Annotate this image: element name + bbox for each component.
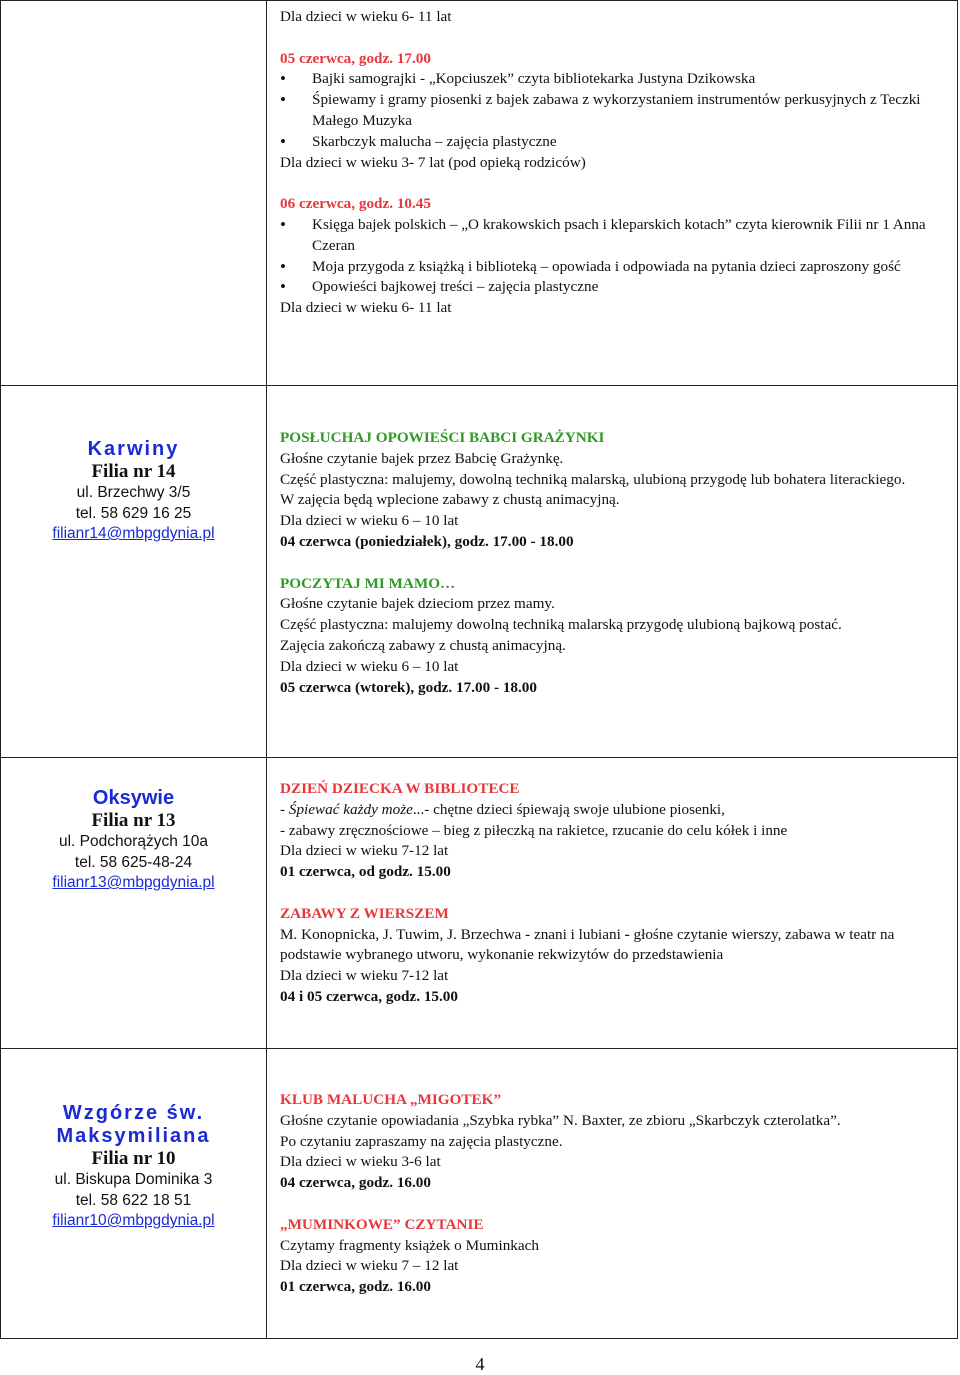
- age-info: Dla dzieci w wieku 3-6 lat: [280, 1153, 441, 1171]
- list-item: • Księga bajek polskich – „O krakowskich psach i kleparskich kotach” czyta kierownik Filii nr 1 Anna Czeran: [280, 215, 947, 257]
- event-text: Czytamy fragmenty książek o Muminkach: [280, 1236, 539, 1254]
- event-text: Po czytaniu zapraszamy na zajęcia plastyczne.: [280, 1132, 563, 1150]
- branch-email-link[interactable]: filianr13@mbpgdynia.pl: [52, 874, 215, 891]
- event-text: - Śpiewać każdy może...- chętne dzieci śpiewają swoje ulubione piosenki,: [280, 800, 725, 818]
- event-date: 05 czerwca, godz. 17.00: [280, 49, 431, 67]
- age-info: Dla dzieci w wieku 7-12 lat: [280, 842, 449, 860]
- list-item: • Bajki samograjki - „Kopciuszek” czyta bibliotekarka Justyna Dzikowska: [280, 69, 947, 90]
- event-date: 04 i 05 czerwca, godz. 15.00: [280, 987, 458, 1005]
- event-text: W zajęcia będą wplecione zabawy z chustą animacyjną.: [280, 491, 620, 509]
- event-title: POSŁUCHAJ OPOWIEŚCI BABCI GRAŻYNKI: [280, 429, 605, 446]
- branch-name: Oksywie: [92, 787, 175, 809]
- age-info: Dla dzieci w wieku 6 – 10 lat: [280, 657, 459, 675]
- branch-address: ul. Biskupa Dominika 3: [54, 1171, 213, 1188]
- list-item: • Opowieści bajkowej treści – zajęcia plastyczne: [280, 277, 947, 298]
- event-date: 01 czerwca, godz. 16.00: [280, 1278, 431, 1296]
- event-text: Głośne czytanie opowiadania „Szybka rybka” N. Baxter, ze zbioru „Skarbczyk czterolatka”.: [280, 1111, 841, 1129]
- event-title: „MUMINKOWE” CZYTANIE: [280, 1215, 484, 1233]
- table-row: [0, 757, 958, 1049]
- event-date: 01 czerwca, od godz. 15.00: [280, 863, 451, 881]
- events-cell: [280, 7, 947, 319]
- event-text: Część plastyczna: malujemy, dowolną techniką malarską, ulubioną przygodę lub bohatera literackiego.: [280, 470, 906, 488]
- column-divider: [266, 758, 267, 1048]
- branch-cell: [1, 438, 266, 545]
- event-title: KLUB MALUCHA „MIGOTEK”: [280, 1091, 502, 1108]
- column-divider: [266, 1, 267, 385]
- age-info: Dla dzieci w wieku 6- 11 lat: [280, 8, 452, 25]
- age-info: Dla dzieci w wieku 6 – 10 lat: [280, 512, 459, 530]
- event-date: 04 czerwca, godz. 16.00: [280, 1174, 431, 1192]
- branch-cell: [1, 1102, 266, 1232]
- events-cell: [280, 1090, 947, 1298]
- event-text: Głośne czytanie bajek dzieciom przez mamy.: [280, 595, 555, 613]
- column-divider: [266, 386, 267, 757]
- event-title: POCZYTAJ MI MAMO…: [280, 574, 456, 592]
- events-cell: [280, 779, 947, 1008]
- event-text: Głośne czytanie bajek przez Babcię Grażynkę.: [280, 449, 564, 467]
- branch-email-link[interactable]: filianr14@mbpgdynia.pl: [52, 525, 215, 542]
- age-info: Dla dzieci w wieku 7-12 lat: [280, 967, 449, 985]
- event-date: 04 czerwca (poniedziałek), godz. 17.00 - 18.00: [280, 532, 574, 550]
- event-text: Zajęcia zakończą zabawy z chustą animacyjną.: [280, 636, 566, 654]
- branch-number: Filia nr 10: [91, 1148, 176, 1169]
- list-item: • Skarbczyk malucha – zajęcia plastyczne: [280, 132, 947, 153]
- branch-name: Maksymiliana: [56, 1125, 211, 1147]
- table-row: [0, 385, 958, 758]
- branch-number: Filia nr 13: [91, 810, 176, 831]
- branch-phone: tel. 58 629 16 25: [75, 504, 192, 522]
- event-date: 06 czerwca, godz. 10.45: [280, 195, 431, 213]
- table-row: [0, 0, 958, 386]
- branch-name: Karwiny: [87, 438, 180, 460]
- event-title: DZIEŃ DZIECKA W BIBLIOTECE: [280, 780, 520, 797]
- branch-phone: tel. 58 622 18 51: [75, 1191, 192, 1209]
- event-list: [280, 215, 947, 298]
- events-cell: [280, 428, 947, 698]
- branch-email-link[interactable]: filianr10@mbpgdynia.pl: [52, 1212, 215, 1229]
- event-list: [280, 69, 947, 152]
- branch-address: ul. Brzechwy 3/5: [76, 484, 191, 501]
- page-number: 4: [475, 1354, 485, 1374]
- branch-address: ul. Podchorążych 10a: [58, 833, 209, 850]
- branch-name: Wzgórze św.: [62, 1102, 205, 1124]
- age-info: Dla dzieci w wieku 6- 11 lat: [280, 299, 452, 317]
- branch-cell: [1, 787, 266, 894]
- column-divider: [266, 1049, 267, 1338]
- age-info: Dla dzieci w wieku 7 – 12 lat: [280, 1257, 459, 1275]
- event-text: - zabawy zręcznościowe – bieg z piłeczką na rakietce, rzucanie do celu kółek i inne: [280, 821, 788, 839]
- event-date: 05 czerwca (wtorek), godz. 17.00 - 18.00: [280, 678, 537, 696]
- event-text: Część plastyczna: malujemy dowolną techniką malarską przygodę ulubioną bajkową postać.: [280, 616, 842, 634]
- branch-phone: tel. 58 625-48-24: [74, 853, 193, 871]
- event-text: M. Konopnicka, J. Tuwim, J. Brzechwa - znani i lubiani - głośne czytanie wierszy, zabawa w teatr na podstawie wybranego utworu, wykonanie rekwizytów do przedstawienia: [280, 925, 895, 964]
- list-item: • Moja przygoda z książką i biblioteką – opowiada i odpowiada na pytania dzieci zaproszony gość: [280, 257, 947, 278]
- event-title: ZABAWY Z WIERSZEM: [280, 904, 449, 922]
- age-info: Dla dzieci w wieku 3- 7 lat (pod opieką rodziców): [280, 153, 586, 171]
- table-row: [0, 1048, 958, 1339]
- list-item: • Śpiewamy i gramy piosenki z bajek zabawa z wykorzystaniem instrumentów perkusyjnych z Teczki Małego Muzyka: [280, 90, 947, 132]
- branch-number: Filia nr 14: [91, 461, 176, 482]
